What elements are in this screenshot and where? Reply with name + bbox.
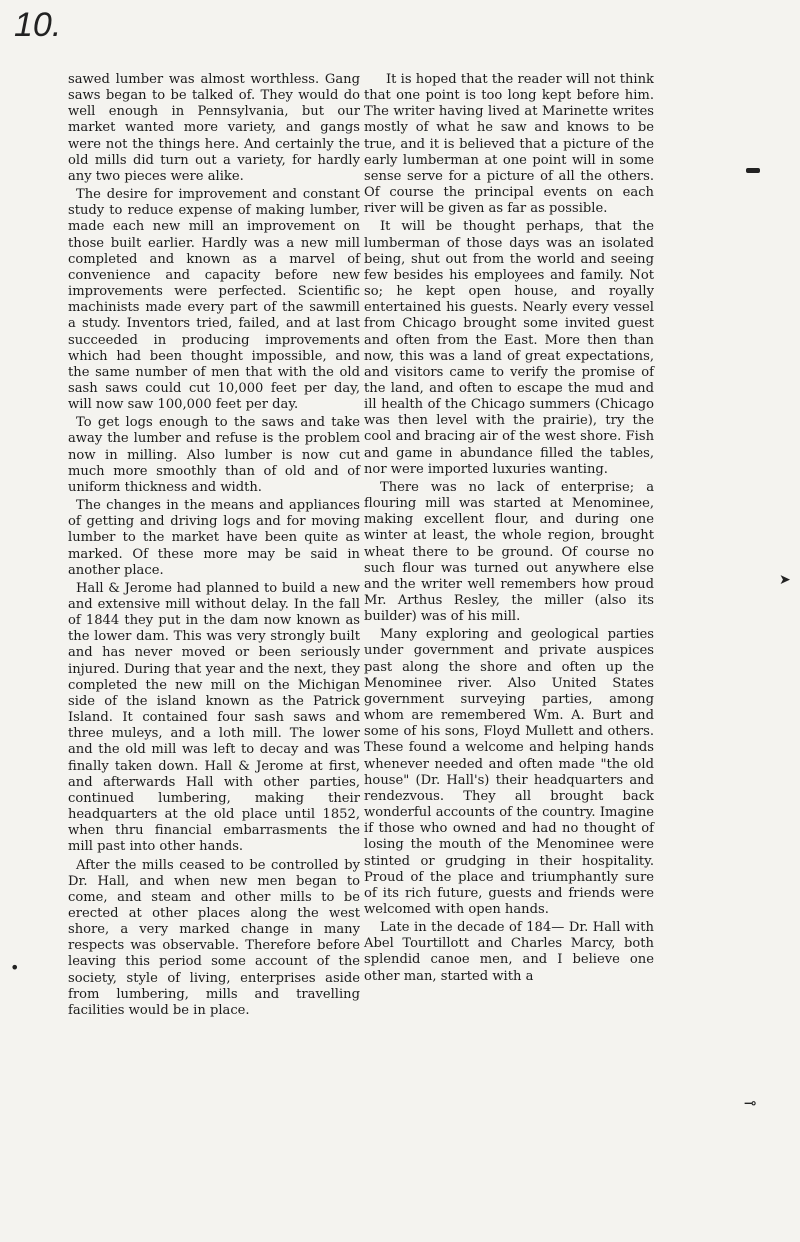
paragraph: It will be thought perhaps, that the lumberman of those days was an isolated being, shut out from the world and seeing few besides his employees and family. Not so; he kept open house, and royally entertained his guests. Nearly every vessel from Chicago brought some invited guest and often from the East. More then than now, this was a land of great expectations, and visitors came to verify the promise of the land, and often to escape the mud and ill health of the Chicago summers (Chicago was then level with the prairie), try the cool and bracing air of the west shore. Fish and game in abundance filled the tables, nor were imported luxuries wanting. bbox=[364, 219, 654, 477]
scan-mark bbox=[746, 168, 760, 173]
paragraph: Hall & Jerome had planned to build a new and extensive mill without delay. In the fall of 1844 they put in the dam now known as the lower dam. This was very strongly built and has never moved or been seriously injured. During that year and the next, they completed the new mill on the Michigan side of the island known as the Patrick Island. It contained four sash saws and three muleys, and a loth mill. The lower and the old mill was left to decay and was finally taken down. Hall & Jerome at first, and afterwards Hall with other parties, continued lumbering, making their headquarters at the old place until 1852, when thru financial embarrasments the mill past into other hands. bbox=[68, 580, 360, 855]
scan-mark-arrow-icon: ➤ bbox=[779, 572, 791, 588]
scan-mark-cross-icon: ⊸ bbox=[744, 1094, 757, 1112]
paragraph: The changes in the means and appliances of getting and driving logs and for moving lumber to the market have been quite as marked. Of these more may be said in another place. bbox=[68, 498, 360, 578]
paragraph: sawed lumber was almost worthless. Gang saws began to be talked of. They would do well enough in Pennsylvania, but our market wanted more variety, and gangs were not the things here. And certainly the old mills did turn out a variety, for hardly any two pieces were alike. bbox=[68, 72, 360, 184]
paragraph: The desire for improvement and constant study to reduce expense of making lumber, made each new mill an improvement on those built earlier. Hardly was a new mill completed and known as a marvel of convenience and capacity before new improvements were perfected. Scientific machinists made every part of the sawmill a study. Inventors tried, failed, and at last succeeded in producing improvements which had been thought impossible, and the same number of men that with the old sash saws could cut 10,000 feet per day, will now saw 100,000 feet per day. bbox=[68, 187, 360, 413]
paragraph: Many exploring and geological parties under government and private auspices past along the shore and often up the Menominee river. Also United States government surveying parties, among whom are remembered Wm. A. Burt and some of his sons, Floyd Mullett and others. These found a welcome and helping hands whenever needed and often made "the old house" (Dr. Hall's) their headquarters and rendezvous. They all brought back wonderful accounts of the country. Imagine if those who owned and had no thought of losing the mouth of the Menominee were stinted or grudging in their hospitality. Proud of the place and triumphantly sure of its rich future, guests and friends were welcomed with open hands. bbox=[364, 627, 654, 917]
page-number: 10. bbox=[14, 6, 62, 44]
paragraph: After the mills ceased to be controlled by Dr. Hall, and when new men began to come, and steam and other mills to be erected at other places along the west shore, a very marked change in many respects was observable. Therefore before leaving this period some account of the society, style of living, enterprises aside from lumbering, mills and travelling facilities would be in place. bbox=[68, 857, 360, 1018]
right-column bbox=[364, 72, 654, 987]
paragraph: Late in the decade of 184— Dr. Hall with Abel Tourtillott and Charles Marcy, both splendid canoe men, and I believe one other man, started with a bbox=[364, 920, 654, 984]
left-column bbox=[68, 72, 360, 1021]
scan-mark-dot-icon: • bbox=[10, 958, 20, 977]
paragraph: To get logs enough to the saws and take away the lumber and refuse is the problem now in milling. Also lumber is now cut much more smoothly than of old and of uniform thickness and width. bbox=[68, 415, 360, 495]
paragraph: It is hoped that the reader will not think that one point is too long kept before him. The writer having lived at Marinette writes mostly of what he saw and knows to be true, and it is believed that a picture of the early lumberman at one point will in some sense serve for a picture of all the others. Of course the principal events on each river will be given as far as possible. bbox=[364, 72, 654, 217]
paragraph: There was no lack of enterprise; a flouring mill was started at Menominee, making excellent flour, and during one winter at least, the whole region, brought wheat there to be ground. Of course no such flour was turned out anywhere else and the writer well remembers how proud Mr. Arthus Resley, the miller (also its builder) was of his mill. bbox=[364, 479, 654, 625]
